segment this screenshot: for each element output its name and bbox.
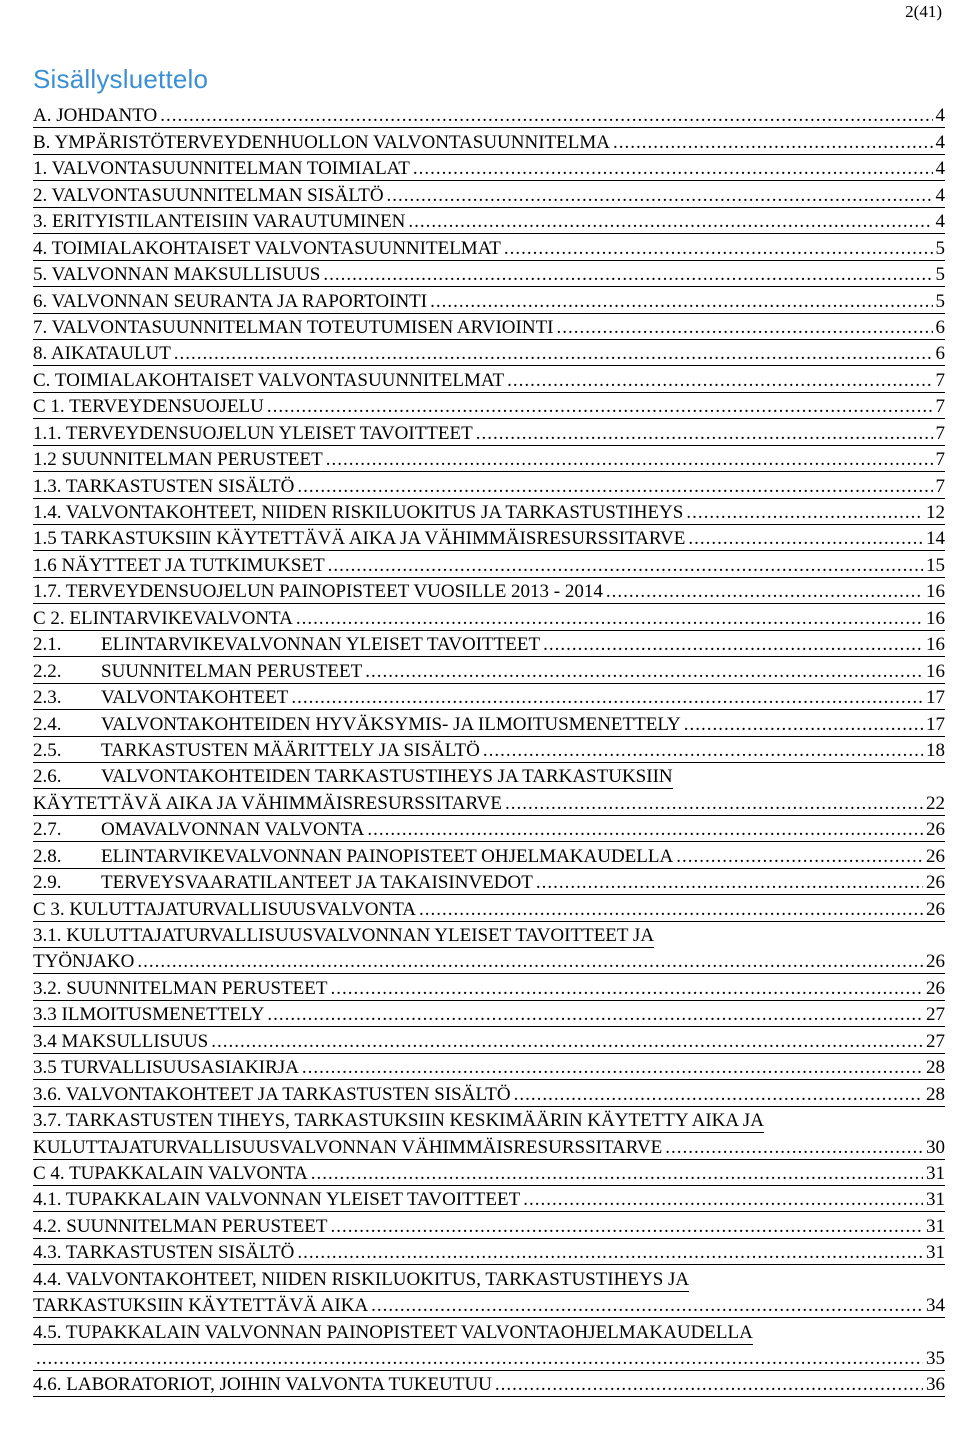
toc-entry-text	[33, 951, 134, 973]
toc-entry[interactable]	[33, 1107, 945, 1133]
toc-entry-text	[33, 1031, 208, 1053]
toc-entry-page: 5	[935, 290, 945, 312]
toc-entry-text	[33, 291, 427, 313]
toc-entry-number: 2.8.	[33, 845, 62, 867]
toc-entry[interactable]	[33, 974, 945, 1000]
toc-entry-label: 8. AIKATAULUT	[33, 343, 171, 365]
toc-entry[interactable]	[33, 525, 945, 551]
toc-entry-text	[33, 1374, 492, 1396]
toc-entry-label: TARKASTUKSIIN KÄYTETTÄVÄ AIKA	[33, 1295, 369, 1317]
toc-entry-text	[33, 687, 288, 709]
toc-dot-leader	[483, 740, 923, 762]
toc-dot-leader	[365, 661, 923, 683]
toc-dot-leader	[413, 158, 933, 180]
toc-entry-text	[33, 872, 533, 894]
toc-dot-leader	[297, 1242, 923, 1264]
toc-entry-page: 26	[926, 872, 945, 894]
toc-entry-label: 4.4. VALVONTAKOHTEET, NIIDEN RISKILUOKITUS, TARKASTUSTIHEYS JA	[33, 1268, 690, 1290]
toc-entry[interactable]	[33, 1265, 945, 1291]
toc-entry-text	[33, 502, 683, 524]
toc-entry-text	[33, 476, 294, 498]
toc-entry-label: 3.6. VALVONTAKOHTEET JA TARKASTUSTEN SISÄLTÖ	[33, 1083, 511, 1105]
toc-entry-text	[33, 132, 610, 154]
toc-dot-leader	[430, 291, 932, 313]
toc-dot-leader	[514, 1084, 923, 1106]
toc-entry-label: 4.2. SUUNNITELMAN PERUSTEET	[33, 1215, 328, 1237]
toc-entry-page: 4	[935, 131, 945, 153]
toc-entry[interactable]	[33, 340, 945, 366]
toc-entry[interactable]	[33, 234, 945, 260]
toc-dot-leader	[211, 1031, 923, 1053]
toc-entry[interactable]	[33, 816, 945, 842]
toc-dot-leader	[504, 238, 933, 260]
toc-entry-label: 3.4 MAKSULLISUUS	[33, 1030, 209, 1052]
toc-entry-label: 1.5 TARKASTUKSIIN KÄYTETTÄVÄ AIKA JA VÄHIMMÄISRESURSSITARVE	[33, 528, 686, 550]
toc-entry[interactable]	[33, 895, 945, 921]
toc-entry-page: 4	[935, 211, 945, 233]
toc-entry[interactable]	[33, 287, 945, 313]
toc-dot-leader	[328, 555, 923, 577]
toc-dot-leader	[688, 528, 923, 550]
toc-entry-text	[33, 978, 328, 1000]
toc-dot-leader	[174, 343, 933, 365]
toc-entry-page: 26	[926, 819, 945, 841]
toc-dot-leader	[367, 819, 923, 841]
toc-entry[interactable]	[33, 393, 945, 419]
toc-entry-text	[33, 238, 501, 260]
toc-entry-label: 1.3. TARKASTUSTEN SISÄLTÖ	[33, 475, 295, 497]
toc-entry-page: 14	[926, 528, 945, 550]
toc-entry-label: 1. VALVONTASUUNNITELMAN TOIMIALAT	[33, 158, 410, 180]
toc-entry[interactable]	[33, 948, 945, 974]
toc-entry-label: C 1. TERVEYDENSUOJELU	[33, 396, 264, 418]
toc-entry-page: 7	[935, 475, 945, 497]
toc-entry-label: TERVEYSVAARATILANTEET JA TAKAISINVEDOT	[101, 872, 533, 894]
toc-entry-text	[33, 1269, 689, 1292]
toc-entry-label: ELINTARVIKEVALVONNAN PAINOPISTEET OHJELMAKAUDELLA	[101, 845, 674, 867]
toc-dot-leader	[371, 1295, 923, 1317]
toc-entry-number: 2.4.	[33, 713, 62, 735]
toc-entry[interactable]	[33, 1292, 945, 1318]
toc-entry-label: C 3. KULUTTAJATURVALLISUUSVALVONTA	[33, 898, 417, 920]
toc-entry-number: 2.9.	[33, 872, 62, 894]
toc-entry[interactable]	[33, 1001, 945, 1027]
toc-entry-label: 1.2 SUUNNITELMAN PERUSTEET	[33, 449, 323, 471]
toc-entry-text	[33, 846, 673, 868]
toc-entry[interactable]	[33, 763, 945, 789]
toc-entry-label: 4.6. LABORATORIOT, JOIHIN VALVONTA TUKEUTUU	[33, 1374, 492, 1396]
toc-entry-page: 26	[926, 845, 945, 867]
toc-entry[interactable]	[33, 1054, 945, 1080]
toc-entry-page: 5	[935, 264, 945, 286]
toc-entry-text	[33, 370, 504, 392]
toc-entry-text	[33, 1322, 753, 1345]
toc-entry-text	[33, 555, 325, 577]
toc-entry-page: 35	[926, 1348, 945, 1369]
toc-entry-page: 16	[926, 607, 945, 629]
toc-dot-leader	[507, 370, 932, 392]
toc-entry[interactable]	[33, 366, 945, 392]
toc-entry[interactable]	[33, 1160, 945, 1186]
toc-dot-leader	[523, 1189, 923, 1211]
toc-entry[interactable]	[33, 1080, 945, 1106]
toc-dot-leader	[419, 899, 923, 921]
toc-entry[interactable]	[33, 128, 945, 154]
toc-entry-label: 5. VALVONNAN MAKSULLISUUS	[33, 264, 321, 286]
toc-entry[interactable]	[33, 604, 945, 630]
toc-entry-text	[33, 1295, 368, 1317]
toc-dot-leader	[311, 1163, 923, 1185]
toc-dot-leader	[686, 502, 923, 524]
toc-entry-text	[33, 211, 405, 233]
toc-entry[interactable]	[33, 155, 945, 181]
toc-entry-number: 2.6.	[33, 766, 62, 788]
toc-entry[interactable]	[33, 869, 945, 895]
toc-entry[interactable]	[33, 419, 945, 445]
toc-entry-label: KÄYTETTÄVÄ AIKA JA VÄHIMMÄISRESURSSITARVE	[33, 792, 502, 814]
toc-entry-label: VALVONTAKOHTEET	[101, 687, 289, 709]
toc-dot-leader	[291, 687, 923, 709]
toc-dot-leader	[684, 714, 923, 736]
toc-dot-leader	[665, 1137, 923, 1159]
toc-entry-label: 6. VALVONNAN SEURANTA JA RAPORTOINTI	[33, 290, 428, 312]
toc-entry-page: 18	[926, 739, 945, 761]
toc-entry-text	[33, 1004, 264, 1026]
toc-entry[interactable]	[33, 102, 945, 128]
toc-entry-text	[33, 793, 502, 815]
toc-dot-leader	[137, 951, 923, 973]
toc-entry-page: 31	[926, 1242, 945, 1264]
toc-entry[interactable]	[33, 1027, 945, 1053]
toc-dot-leader	[331, 978, 924, 1000]
toc-entry[interactable]	[33, 1186, 945, 1212]
toc-entry-text	[33, 528, 685, 550]
toc-entry-text	[33, 899, 416, 921]
toc-entry-page: 26	[926, 898, 945, 920]
toc-entry[interactable]	[33, 1345, 945, 1371]
toc-dot-leader	[267, 396, 933, 418]
toc-entry-text	[33, 1163, 308, 1185]
toc-entry-label: 3.2. SUUNNITELMAN PERUSTEET	[33, 977, 328, 999]
toc-entry[interactable]	[33, 684, 945, 710]
toc-entry-label: SUUNNITELMAN PERUSTEET	[101, 660, 363, 682]
toc-entry-text	[33, 158, 410, 180]
toc-entry-page: 22	[926, 792, 945, 814]
toc-entry-page: 7	[935, 369, 945, 391]
toc-entry[interactable]	[33, 551, 945, 577]
toc-dot-leader	[296, 608, 923, 630]
toc-dot-leader	[543, 634, 923, 656]
toc-dot-leader	[302, 1057, 923, 1079]
toc-entry-label: VALVONTAKOHTEIDEN TARKASTUSTIHEYS JA TARKASTUKSIIN	[101, 766, 673, 788]
toc-entry-text	[33, 1242, 294, 1264]
toc-entry-text	[33, 1057, 299, 1079]
toc-entry-label: C 4. TUPAKKALAIN VALVONTA	[33, 1162, 308, 1184]
toc-entry-text	[33, 1110, 764, 1133]
toc-entry-page: 16	[926, 581, 945, 603]
toc-entry-page: 28	[926, 1083, 945, 1105]
toc-entry-label: 4.5. TUPAKKALAIN VALVONNAN PAINOPISTEET VALVONTAOHJELMAKAUDELLA	[33, 1321, 753, 1343]
toc-entry[interactable]	[33, 1239, 945, 1265]
toc-dot-leader	[387, 185, 933, 207]
toc-entry-text	[33, 423, 473, 445]
toc-entry-label: C 2. ELINTARVIKEVALVONTA	[33, 607, 293, 629]
toc-entry-label: B. YMPÄRISTÖTERVEYDENHUOLLON VALVONTASUUNNITELMA	[33, 131, 610, 153]
toc-entry-label: 4. TOIMIALAKOHTAISET VALVONTASUUNNITELMAT	[33, 237, 501, 259]
toc-entry[interactable]	[33, 446, 945, 472]
toc-entry-text	[33, 608, 293, 630]
toc-entry[interactable]	[33, 631, 945, 657]
toc-dot-leader	[326, 449, 933, 471]
toc-dot-leader	[323, 264, 932, 286]
toc-entry-label: 1.4. VALVONTAKOHTEET, NIIDEN RISKILUOKITUS JA TARKASTUSTIHEYS	[33, 502, 684, 523]
toc-entry-text	[33, 1189, 520, 1211]
toc-entry-text	[33, 1216, 328, 1238]
toc-entry-label: 3.1. KULUTTAJATURVALLISUUSVALVONNAN YLEISET TAVOITTEET JA	[33, 925, 655, 946]
toc-entry-label: 4.1. TUPAKKALAIN VALVONNAN YLEISET TAVOITTEET	[33, 1189, 521, 1211]
toc-entry[interactable]	[33, 789, 945, 815]
toc-entry-page: 31	[926, 1189, 945, 1211]
toc-entry[interactable]	[33, 922, 945, 948]
toc-dot-leader	[267, 1004, 923, 1026]
toc-entry-text	[33, 634, 540, 656]
toc-entry-label: ELINTARVIKEVALVONNAN YLEISET TAVOITTEET	[101, 634, 541, 656]
toc-entry-text	[33, 1137, 662, 1159]
toc-entry[interactable]	[33, 842, 945, 868]
toc-entry[interactable]	[33, 208, 945, 234]
toc-entry-page: 16	[926, 660, 945, 682]
toc-dot-leader	[297, 476, 932, 498]
toc-entry-page: 27	[926, 1030, 945, 1052]
toc-entry-text	[33, 317, 554, 339]
toc-entry[interactable]	[33, 578, 945, 604]
toc-entry-page: 26	[926, 951, 945, 973]
toc-dot-leader	[606, 581, 923, 603]
toc-entry-page: 30	[926, 1136, 945, 1158]
page-number: 2(41)	[905, 2, 942, 21]
toc-entry-page: 6	[935, 343, 945, 365]
toc-entry-page: 31	[926, 1162, 945, 1184]
toc-entry-text	[33, 766, 673, 789]
toc-entry[interactable]	[33, 710, 945, 736]
toc-entry[interactable]	[33, 1371, 945, 1397]
toc-entry-text	[33, 714, 681, 736]
toc-entry[interactable]	[33, 314, 945, 340]
toc-entry[interactable]	[33, 1318, 945, 1344]
toc-dot-leader	[331, 1216, 924, 1238]
toc-entry-label: C. TOIMIALAKOHTAISET VALVONTASUUNNITELMAT	[33, 369, 505, 391]
toc-entry-page: 5	[935, 237, 945, 259]
toc-entry-label: KULUTTAJATURVALLISUUSVALVONNAN VÄHIMMÄISRESURSSITARVE	[33, 1136, 663, 1158]
toc-entry-text	[33, 581, 603, 603]
toc-entry-text	[33, 925, 654, 948]
toc-entry-label: 4.3. TARKASTUSTEN SISÄLTÖ	[33, 1242, 295, 1264]
toc-entry-text	[33, 264, 320, 286]
toc-entry-page: 7	[935, 422, 945, 444]
toc-dot-leader	[36, 1348, 923, 1370]
toc-entry-page: 26	[926, 977, 945, 999]
toc-title: Sisällysluettelo	[33, 64, 209, 94]
toc-entry-page: 27	[926, 1004, 945, 1026]
toc-entry-text	[33, 343, 171, 365]
table-of-contents	[33, 102, 945, 1397]
toc-dot-leader	[160, 105, 932, 127]
toc-entry-number: 2.5.	[33, 739, 62, 761]
toc-entry-page: 4	[935, 184, 945, 206]
toc-dot-leader	[557, 317, 933, 339]
toc-entry-page: 15	[926, 554, 945, 576]
toc-entry-text	[33, 105, 157, 127]
toc-entry-text	[33, 740, 480, 762]
toc-entry-label: TYÖNJAKO	[33, 951, 135, 973]
toc-entry[interactable]	[33, 737, 945, 763]
toc-entry-label: OMAVALVONNAN VALVONTA	[101, 819, 365, 841]
toc-entry-label: 1.1. TERVEYDENSUOJELUN YLEISET TAVOITTEET	[33, 422, 473, 444]
toc-entry[interactable]	[33, 1133, 945, 1159]
toc-dot-leader	[676, 846, 923, 868]
toc-entry-page: 7	[935, 396, 945, 418]
toc-entry-number: 2.7.	[33, 819, 62, 841]
toc-entry-page: 28	[926, 1057, 945, 1079]
toc-entry-label: 3.5 TURVALLISUUSASIAKIRJA	[33, 1057, 299, 1079]
toc-entry[interactable]	[33, 472, 945, 498]
toc-entry-text	[33, 819, 364, 841]
toc-entry-page: 36	[926, 1374, 945, 1396]
toc-dot-leader	[495, 1374, 923, 1396]
toc-entry[interactable]	[33, 261, 945, 287]
toc-entry-label: VALVONTAKOHTEIDEN HYVÄKSYMIS- JA ILMOITUSMENETTELY	[101, 713, 681, 735]
toc-dot-leader	[476, 423, 933, 445]
toc-entry[interactable]	[33, 181, 945, 207]
toc-entry-page: 4	[935, 158, 945, 180]
toc-entry-label: 1.6 NÄYTTEET JA TUTKIMUKSET	[33, 554, 325, 576]
toc-entry-page: 31	[926, 1215, 945, 1237]
toc-dot-leader	[505, 793, 923, 815]
toc-entry-text	[33, 449, 323, 471]
toc-entry-page: 7	[935, 449, 945, 471]
toc-entry-label: 3.7. TARKASTUSTEN TIHEYS, TARKASTUKSIIN KESKIMÄÄRIN KÄYTETTY AIKA JA	[33, 1110, 764, 1132]
toc-entry-label: 3.3 ILMOITUSMENETTELY	[33, 1004, 265, 1026]
toc-entry-text	[33, 1084, 511, 1106]
toc-entry-label: 2. VALVONTASUUNNITELMAN SISÄLTÖ	[33, 184, 384, 206]
toc-dot-leader	[408, 211, 932, 233]
toc-entry[interactable]	[33, 657, 945, 683]
toc-entry-label: 1.7. TERVEYDENSUOJELUN PAINOPISTEET VUOSILLE 2013 - 2014	[33, 581, 603, 603]
toc-entry[interactable]	[33, 499, 945, 525]
toc-dot-leader	[536, 872, 923, 894]
toc-entry[interactable]	[33, 1212, 945, 1238]
toc-entry-page: 6	[935, 316, 945, 338]
toc-entry-number: 2.3.	[33, 687, 62, 709]
toc-entry-page: 17	[926, 687, 945, 709]
toc-entry-page: 12	[926, 502, 945, 523]
toc-entry-text	[33, 185, 384, 207]
toc-entry-label: 3. ERITYISTILANTEISIIN VARAUTUMINEN	[33, 211, 406, 233]
toc-entry-page: 17	[926, 713, 945, 735]
toc-entry-text	[33, 396, 264, 418]
toc-entry-label: TARKASTUSTEN MÄÄRITTELY JA SISÄLTÖ	[101, 739, 480, 761]
toc-entry-page: 4	[935, 105, 945, 127]
toc-entry-number: 2.1.	[33, 634, 62, 656]
toc-entry-number: 2.2.	[33, 660, 62, 682]
toc-dot-leader	[613, 132, 933, 154]
toc-entry-text	[33, 661, 362, 683]
toc-entry-label: A. JOHDANTO	[33, 105, 158, 127]
toc-entry-page: 34	[926, 1295, 945, 1317]
toc-entry-page: 16	[926, 634, 945, 656]
toc-entry-label: 7. VALVONTASUUNNITELMAN TOTEUTUMISEN ARVIOINTI	[33, 316, 554, 338]
